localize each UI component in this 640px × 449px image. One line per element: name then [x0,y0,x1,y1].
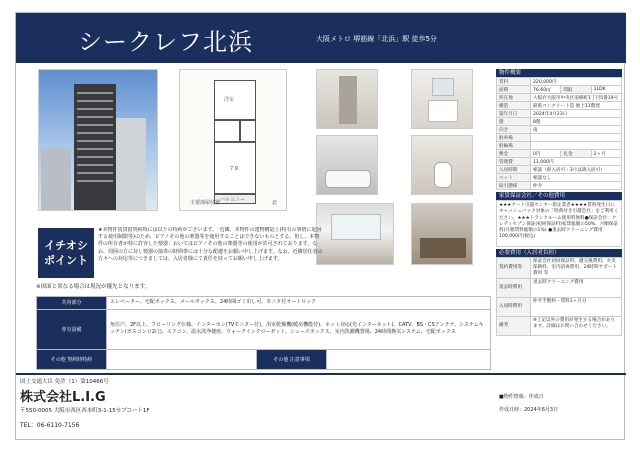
table-row [497,94,622,102]
spec-value: 0円 [531,150,561,158]
recommend-label [38,228,94,278]
spec-key: 取引態様 [497,182,531,190]
spec-value: 鉄筋コンクリート造 地上11階建 [531,102,622,110]
spec-value [531,134,622,142]
table-row [497,174,622,182]
floor-plan-north: 北 [272,200,278,206]
cost-key: 入居時費用 [497,298,531,317]
spec-key: 構造 [497,102,531,110]
spec-key: 礼金 [561,150,591,158]
spec-key: 駐車場 [497,134,531,142]
table-row [497,86,622,94]
spec-key: ペット [497,174,531,182]
table-row [497,110,622,118]
spec-section-title: 物件概要 [496,69,622,77]
spec-value: 2ヶ月 [591,150,621,158]
table-row [497,298,622,317]
spec-value: 相談なし [531,174,622,182]
spec-value: 南 [531,126,622,134]
agent-license: 国土交通大臣 免許（1）第10466号 [20,379,109,385]
spec-value: 1LDK [591,86,621,94]
table-row [497,279,622,298]
spec-key: 駐輪場 [497,142,531,150]
special-terms-value [107,349,257,369]
spec-value: 11,000円 [531,158,622,166]
photo-toilet [411,135,473,195]
cost-value: 仲介手数料・賃料1ヶ月分 [531,298,622,317]
spec-value: 大阪府大阪市中央区道修町1丁目5番19号 [531,94,622,102]
table-row [497,158,622,166]
spec-value: 2024年4月23日 [531,110,622,118]
equipment-value: 角住戸、2F以上、フローリング仕様、インターホン(TVモニター付)、浴室乾燥機(暖房機能付)、ネット対応(光インターネット)、CATV、BS・CSアンテナ、システムキッチン(ガスコンロ2口)、エアコン、温水洗浄便座、ウォークインクローゼット、シューズボックス、室内洗濯機置場、24時間換気システム、宅配ボックス [107,309,491,349]
recommend-label-line1: イチオシ [44,239,88,252]
equipment-header: 専有設備 [37,309,107,349]
campaign-section-title: 家賃保証会社／その他費用 [496,192,622,200]
plan-room-label: 洋室 [224,97,235,103]
property-flyer [15,12,625,440]
spec-key: 賃料 [497,78,531,86]
spec-value: 相談（即入居可・3月以降入居可） [531,166,622,174]
table-row [497,118,622,126]
spec-key: 面積 [497,86,531,94]
notes-value [327,349,491,369]
floor-plan-caption: 主要部屋位置 [190,200,221,206]
recommend-text: ★本物件賃貸借契約時には以下の特約がございます。「近隣、本物件の建物構造上(特有の事情に起因する使用制限等)のため、ピアノその他の楽器等を使用することはできないものとする。但し、本物件の所有者が特に許容した楽器」おいてはピアノその他の楽器等の使用が許可されております。なお、周囲の方に対し楽器の演奏の時間帯には十分な配慮をお願い申し上げます。なお、近隣居住者の方々への対応等につきましては、入居者様にて責任を持ってお願い申し上げます。 [98,227,323,262]
floor-plan-image [179,69,287,211]
equipment-table [36,296,491,370]
agent-address: 〒550-0005 大阪市西区西本町3-1-15セブコート1F [20,408,150,414]
equipment-header: 共用部分 [37,297,107,310]
photo-living-room [316,203,394,265]
info-updated-label: ■物件情報：作成日 [499,394,544,400]
costs-section-title: 必要費用（入居者負担） [496,249,622,257]
plan-note: ※図面と異なる場合は現況が優先となります。 [36,284,151,290]
spec-key: 間取 [561,86,591,94]
spec-table [496,77,622,190]
table-row [497,134,622,142]
property-details-panel [496,69,622,336]
spec-value [531,142,622,150]
table-row [37,349,491,369]
spec-value: 8階 [531,118,622,126]
notes-header: その他 注意事項 [257,349,327,369]
agent-company: 株式会社L.I.G [20,390,106,405]
cost-key: 退去時費用 [497,279,531,298]
cost-value: 保証会社初回保証料、鍵交換費用、火災保険料、室内消毒費用、24時間サポート費用 等 [531,258,622,279]
photo-corridor [316,69,378,129]
station-access: 大阪メトロ 堺筋線「北浜」駅 徒歩5分 [316,35,437,43]
table-row [497,182,622,190]
table-row [37,297,491,310]
campaign-text: ★★★アート引越センター指定業者★★★★賃料発生日にキャッシュバック対象の「特典付き引越会社」をご利用ください。★★★トランクルーム使用料無料●保証会社：クレディセゾン保証(初回保証料)家賃総額の50%、月額保証料(月額賃料総額の1%) ●退去時クリーニング費用：100,000円(税込) [496,200,622,247]
spec-value: 仲介 [531,182,622,190]
table-row [497,258,622,279]
spec-key: 向き [497,126,531,134]
table-row [497,78,622,86]
photo-washroom [411,69,473,129]
table-row [497,317,622,336]
costs-table [496,257,622,336]
plan-area-label: 7.9 [230,166,238,172]
cost-value: 退去時クリーニング費用 [531,279,622,298]
table-row [497,102,622,110]
cost-key: 備考 [497,317,531,336]
spec-value: 220,000円 [531,78,622,86]
table-row [497,126,622,134]
info-updated-value: 作成日時：2024年6月3日 [499,407,559,413]
photo-kitchen [411,203,473,265]
header-banner [16,13,626,63]
agent-phone: TEL：06-6110-7156 [20,422,80,429]
spec-key: 所在地 [497,94,531,102]
table-row [497,166,622,174]
table-row [497,142,622,150]
spec-key: 入居時期 [497,166,531,174]
photo-bathroom [316,135,378,195]
spec-key: 敷金 [497,150,531,158]
spec-key: 階 [497,118,531,126]
cost-value: ※上記以外の費用が発生する場合があります。詳細はお問い合わせください。 [531,317,622,336]
equipment-value: エレベーター、宅配ボックス、メールボックス、24時間ゴミ出し可、モニタ付オートロック [107,297,491,310]
table-row [497,150,622,158]
agent-footer [16,373,626,441]
special-terms-header: その他 契約時特約 [37,349,107,369]
cost-key: 契約費用等 [497,258,531,279]
plan-balcony-label: バルコニー [220,197,246,203]
spec-value: 76.60㎡ [531,86,561,94]
spec-key: 築年月日 [497,110,531,118]
building-exterior-photo [38,69,158,211]
recommend-label-line2: ポイント [44,254,88,267]
spec-key: 管理費 [497,158,531,166]
table-row [37,309,491,349]
property-name: シークレフ北浜 [78,28,253,56]
